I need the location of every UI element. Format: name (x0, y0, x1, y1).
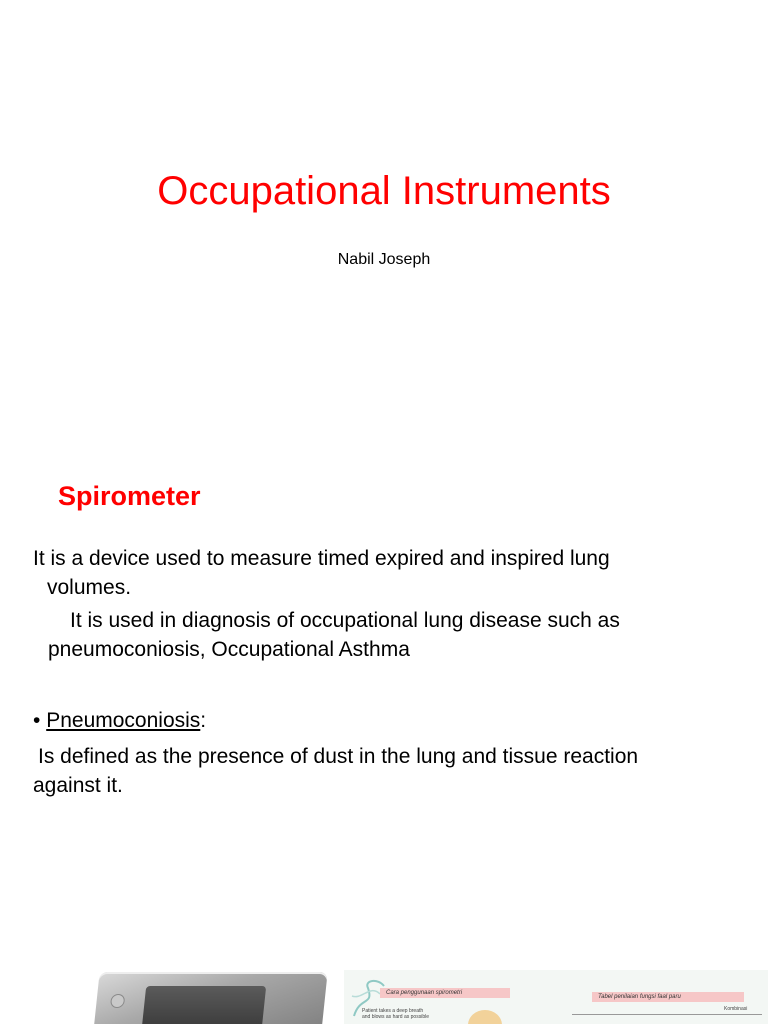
bullet-colon: : (200, 709, 207, 732)
definition-line-2: volumes. (47, 576, 132, 599)
definition-paragraph (33, 544, 733, 602)
infographic-tag-table: Tabel penilaian fungsi faal paru (592, 992, 744, 1002)
usage-paragraph (48, 606, 748, 664)
author-name: Nabil Joseph (337, 251, 431, 268)
spirometry-infographic-image (344, 970, 768, 1024)
section-heading: Spirometer (58, 481, 201, 511)
infographic-tag-usage: Cara penggunaan spirometri (380, 988, 510, 998)
definition-line-1: It is a device used to measure timed expired and inspired lung (33, 547, 610, 570)
table-rule (572, 1014, 762, 1015)
patient-figure (468, 1010, 502, 1024)
pneumoconiosis-definition (33, 742, 733, 800)
pneumoconiosis-line-1: Is defined as the presence of dust in the lung and tissue reaction (38, 745, 639, 768)
spirometer-device-image (92, 972, 327, 1024)
bullet-marker: • (33, 709, 41, 732)
infographic-note: Patient takes a deep breath and blows as hard as possible (362, 1008, 429, 1020)
infographic-column-label: Kombinasi (724, 1006, 748, 1012)
image-strip (0, 964, 768, 1024)
usage-line-2: pneumoconiosis, Occupational Asthma (48, 638, 410, 661)
usage-line-1: It is used in diagnosis of occupational lung disease such as (70, 609, 620, 632)
device-knob (110, 994, 125, 1008)
bullet-item-pneumoconiosis (33, 706, 206, 735)
device-screen (140, 986, 266, 1024)
slide-title: Occupational Instruments (157, 169, 611, 213)
pneumoconiosis-line-2: against it. (33, 774, 123, 797)
bullet-term: Pneumoconiosis (46, 709, 201, 732)
